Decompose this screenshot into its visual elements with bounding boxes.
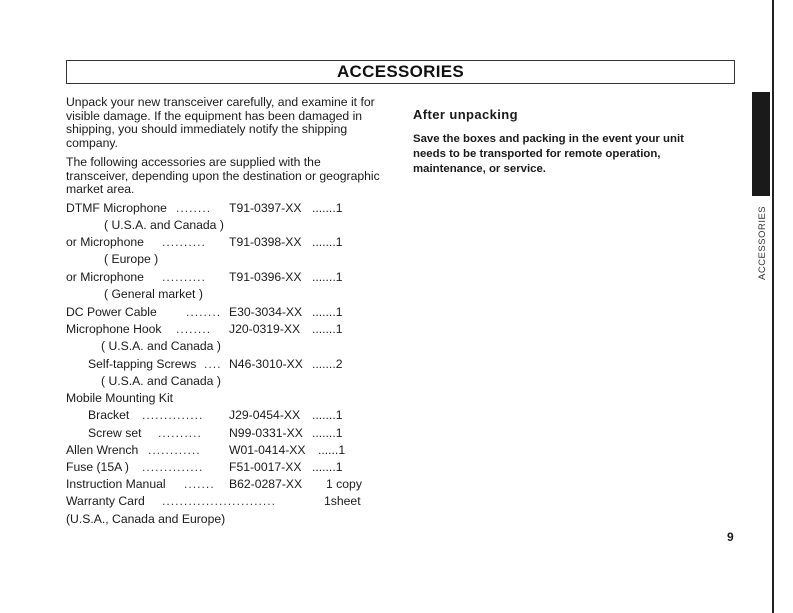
- intro-paragraph-1: Unpack your new transceiver carefully, and examine it for visible damage. If the equipment has been damaged in shipping, you should immediately notify the shipping company.: [66, 95, 375, 150]
- quantity: 1sheet: [324, 494, 361, 508]
- page-edge-rule: [772, 0, 774, 613]
- leader-dots: ........: [176, 201, 212, 215]
- leader-dots: ..........: [162, 235, 206, 249]
- accessory-name: DC Power Cable: [66, 305, 157, 319]
- page-number: 9: [727, 530, 734, 544]
- leader-dots: ........: [186, 305, 222, 319]
- part-number: N46-3010-XX: [229, 357, 303, 371]
- accessory-name: or Microphone: [66, 235, 144, 249]
- leader-dots: ..............: [142, 460, 204, 474]
- quantity: .......1: [312, 305, 343, 319]
- accessory-name: Mobile Mounting Kit: [66, 391, 174, 405]
- after-unpacking-title: After unpacking: [413, 107, 518, 122]
- section-title: ACCESSORIES: [336, 62, 465, 81]
- part-number: J20-0319-XX: [229, 322, 301, 336]
- accessory-name: Self-tapping Screws: [88, 357, 197, 371]
- leader-dots: ....: [204, 357, 222, 371]
- quantity: .......1: [312, 201, 343, 215]
- side-section-label: ACCESSORIES: [757, 205, 768, 280]
- quantity: .......1: [312, 426, 343, 440]
- region-note: ( General market ): [104, 287, 203, 301]
- accessory-name: (U.S.A., Canada and Europe): [66, 512, 226, 526]
- quantity: .......1: [312, 322, 343, 336]
- accessory-name: Microphone Hook: [66, 322, 162, 336]
- accessory-name: Screw set: [88, 426, 142, 440]
- quantity: 1 copy: [326, 477, 362, 491]
- leader-dots: ..........................: [162, 494, 277, 508]
- part-number: B62-0287-XX: [229, 477, 303, 491]
- region-note: ( Europe ): [104, 252, 159, 266]
- leader-dots: ............: [148, 443, 201, 457]
- accessory-name: Warranty Card: [66, 494, 145, 508]
- section-tab-marker: [752, 92, 770, 196]
- leader-dots: ........: [176, 322, 212, 336]
- region-note: ( U.S.A. and Canada ): [101, 339, 221, 353]
- accessory-name: DTMF Microphone: [66, 201, 167, 215]
- accessory-name: Fuse (15A ): [66, 460, 129, 474]
- part-number: T91-0397-XX: [229, 201, 302, 215]
- part-number: N99-0331-XX: [229, 426, 303, 440]
- accessory-name: Bracket: [88, 408, 130, 422]
- part-number: J29-0454-XX: [229, 408, 301, 422]
- quantity: .......1: [312, 270, 343, 284]
- quantity: .......1: [312, 235, 343, 249]
- part-number: E30-3034-XX: [229, 305, 303, 319]
- accessory-name: or Microphone: [66, 270, 144, 284]
- section-header-box: [66, 60, 735, 84]
- intro-paragraph-2: The following accessories are supplied with the transceiver, depending upon the destination or geographic market area.: [66, 155, 380, 197]
- leader-dots: ..........: [162, 270, 206, 284]
- part-number: T91-0398-XX: [229, 235, 302, 249]
- region-note: ( U.S.A. and Canada ): [104, 218, 224, 232]
- part-number: T91-0396-XX: [229, 270, 302, 284]
- quantity: .......1: [312, 460, 343, 474]
- quantity: .......2: [312, 357, 343, 371]
- leader-dots: ..........: [158, 426, 202, 440]
- quantity: ......1: [318, 443, 346, 457]
- accessory-name: Instruction Manual: [66, 477, 166, 491]
- part-number: W01-0414-XX: [229, 443, 306, 457]
- quantity: .......1: [312, 408, 343, 422]
- region-note: ( U.S.A. and Canada ): [101, 374, 221, 388]
- leader-dots: .......: [184, 477, 215, 491]
- after-unpacking-text: Save the boxes and packing in the event your unit needs to be transported for remote operation, maintenance, or service.: [413, 133, 684, 175]
- part-number: F51-0017-XX: [229, 460, 302, 474]
- accessory-name: Allen Wrench: [66, 443, 139, 457]
- leader-dots: ..............: [142, 408, 204, 422]
